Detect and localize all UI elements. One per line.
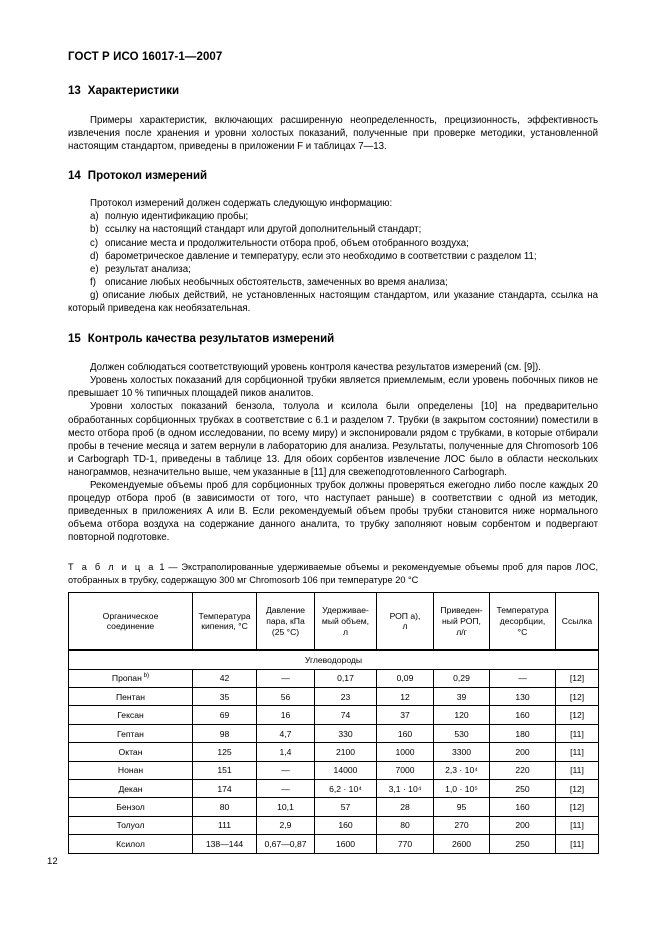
section-heading-13 — [68, 85, 598, 97]
table-row — [69, 835, 599, 853]
list-item-g: g) описание любых действий, не установленных настоящим стандартом, или указание стандарта, ссылка на который приведена как необязательная. — [68, 289, 598, 315]
paragraph-13-1: Примеры характеристик, включающих расширенную неопределенность, прецизионность, эффективность извлечения после хранения и уровни холостых показаний, полученные при проверке методики, установленной настоящим стандартом, приведены в приложении F и таблицах 7—13. — [68, 115, 598, 153]
cell-vapor-pressure: 2,9 — [257, 816, 315, 834]
cell-rop: 80 — [377, 816, 434, 834]
cell-compound: Пентан — [69, 688, 193, 706]
retained-volumes-table — [68, 592, 599, 853]
cell-vapor-pressure: 16 — [257, 706, 315, 724]
cell-retained-volume: 74 — [315, 706, 377, 724]
cell-compound: Пропан $^{b)}$ — [69, 669, 193, 687]
cell-rop: 1000 — [377, 743, 434, 761]
cell-desorption-temp: 200 — [490, 743, 556, 761]
table-row — [69, 669, 599, 687]
cell-retained-volume: 1600 — [315, 835, 377, 853]
col-header-compound-l1: Органическое — [102, 610, 159, 621]
cell-boiling: 35 — [193, 688, 257, 706]
cell-desorption-temp: 180 — [490, 724, 556, 742]
cell-boiling: 42 — [193, 669, 257, 687]
table-group-row — [69, 650, 599, 669]
cell-rop: 37 — [377, 706, 434, 724]
cell-reference: [11] — [556, 835, 599, 853]
table-row — [69, 761, 599, 779]
list-letter-b: b) — [90, 224, 99, 236]
col-header-boiling — [193, 593, 257, 651]
cell-retained-volume: 0,17 — [315, 669, 377, 687]
list-text-c: описание места и продолжительности отбора проб, объем отобранного воздуха; — [105, 237, 469, 249]
col-header-rop-l1: РОП a), — [389, 610, 421, 621]
list-text-f: описание любых необычных обстоятельств, замеченных во время анализа; — [105, 276, 448, 288]
section-heading-14 — [68, 170, 598, 182]
cell-boiling: 98 — [193, 724, 257, 742]
table-caption-label: Т а б л и ц а — [68, 562, 156, 573]
list-text-a: полную идентификацию пробы; — [105, 211, 249, 223]
cell-vapor-pressure: 10,1 — [257, 798, 315, 816]
cell-desorption-temp: 250 — [490, 835, 556, 853]
list-item-e — [68, 263, 598, 276]
cell-compound: Гептан — [69, 724, 193, 742]
col-header-boiling-l2: кипения, °С — [201, 621, 248, 632]
col-header-vapor-l1: Давление — [265, 605, 306, 616]
col-header-retained-l1: Удерживае- — [322, 605, 369, 616]
cell-boiling: 151 — [193, 761, 257, 779]
table-row — [69, 724, 599, 742]
cell-boiling: 111 — [193, 816, 257, 834]
cell-rop-normalized: 2,3 · 10⁴ — [434, 761, 490, 779]
table-caption — [68, 561, 598, 586]
cell-rop: 160 — [377, 724, 434, 742]
cell-rop: 0,09 — [377, 669, 434, 687]
section-title-14: Протокол измерений — [87, 170, 208, 183]
cell-desorption-temp: 200 — [490, 816, 556, 834]
col-header-reference — [556, 593, 599, 651]
cell-retained-volume: 160 — [315, 816, 377, 834]
list-item-f — [68, 276, 598, 289]
cell-boiling: 125 — [193, 743, 257, 761]
col-header-rop-l2: л — [402, 621, 408, 632]
cell-retained-volume: 330 — [315, 724, 377, 742]
cell-desorption-temp: 160 — [490, 798, 556, 816]
section-number-15: 15 — [68, 333, 81, 346]
col-header-compound — [69, 593, 193, 651]
cell-boiling: 174 — [193, 779, 257, 797]
paragraph-15-3: Уровни холостых показаний бензола, толуола и ксилола были определены [10] на предварительно обработанных сорбционных трубках в соответствие с 6.1 и разделом 7. Трубки (в закрытом состоянии) поместили в место отбора проб (в одном исследовании, по всему миру) и экспонировали рядом с трубками, в которые отбирали пробы в течение месяца и затем вернули в лабораторию для анализа. Результаты, полученные для Chromosorb 106 и Carbograph TD-1, приведены в таблице 13. Для обоих сорбентов извлечение ЛОС было в области нескольких нанограммов, незначительно выше, чем указанные в [11] для свежеподготовленного Carbograph. — [68, 401, 598, 478]
cell-desorption-temp: — — [490, 669, 556, 687]
cell-compound: Ксилол — [69, 835, 193, 853]
cell-reference: [12] — [556, 669, 599, 687]
cell-vapor-pressure: — — [257, 761, 315, 779]
cell-retained-volume: 2100 — [315, 743, 377, 761]
list-item-b — [68, 223, 598, 236]
table-row — [69, 798, 599, 816]
table-body — [69, 650, 599, 853]
cell-vapor-pressure: 0,67—0,87 — [257, 835, 315, 853]
table-caption-text: — Экстраполированные удерживаемые объемы и рекомендуемые объемы проб для паров ЛОС, отобранных в трубку, содержащую 300 мг Chromosorb 106 при температуре 20 °С — [68, 562, 599, 585]
cell-rop: 770 — [377, 835, 434, 853]
table-header-row — [69, 593, 599, 651]
col-header-rop-normalized — [434, 593, 490, 651]
cell-reference: [12] — [556, 688, 599, 706]
cell-rop-normalized: 270 — [434, 816, 490, 834]
cell-rop-normalized: 1,0 · 10⁵ — [434, 779, 490, 797]
cell-boiling: 80 — [193, 798, 257, 816]
list-item-d — [68, 250, 598, 263]
col-header-vapor-l2: пара, кПа — [266, 615, 305, 626]
cell-rop-normalized: 530 — [434, 724, 490, 742]
cell-retained-volume: 23 — [315, 688, 377, 706]
col-header-boiling-l1: Температура — [198, 610, 251, 621]
cell-vapor-pressure: 1,4 — [257, 743, 315, 761]
cell-reference: [11] — [556, 761, 599, 779]
cell-retained-volume: 6,2 · 10⁴ — [315, 779, 377, 797]
cell-compound: Октан — [69, 743, 193, 761]
col-header-ropn-l1: Приведен- — [440, 605, 483, 616]
table-group-label: Углеводороды — [69, 650, 599, 669]
col-header-ropn-l2: ный РОП, — [442, 615, 481, 626]
cell-vapor-pressure: 4,7 — [257, 724, 315, 742]
col-header-vapor-pressure — [257, 593, 315, 651]
cell-compound: Нонан — [69, 761, 193, 779]
paragraph-15-1: Должен соблюдаться соответствующий уровень контроля качества результатов измерений (см. [9]). — [90, 362, 541, 374]
list-item-a — [68, 210, 598, 223]
cell-rop-normalized: 3300 — [434, 743, 490, 761]
cell-rop-normalized: 0,29 — [434, 669, 490, 687]
table-caption-number: 1 — [159, 562, 165, 573]
table-row — [69, 688, 599, 706]
col-header-desorp-l2: десорбции, — [499, 615, 546, 626]
section-title-15: Контроль качества результатов измерений — [87, 333, 335, 346]
cell-compound: Толуол — [69, 816, 193, 834]
col-header-retained-l3: л — [342, 626, 348, 637]
cell-desorption-temp: 220 — [490, 761, 556, 779]
cell-boiling: 69 — [193, 706, 257, 724]
running-head: ГОСТ Р ИСО 16017-1—2007 — [68, 51, 223, 63]
cell-reference: [11] — [556, 724, 599, 742]
footnote-marker: b) — [141, 672, 150, 680]
section-number-13: 13 — [68, 85, 81, 97]
col-header-retained-l2: мый объем, — [321, 615, 370, 626]
cell-compound: Декан — [69, 779, 193, 797]
table-row — [69, 816, 599, 834]
cell-reference: [11] — [556, 816, 599, 834]
page-number: 12 — [47, 856, 58, 867]
paragraph-14-lead: Протокол измерений должен содержать следующую информацию: — [90, 198, 393, 210]
cell-reference: [11] — [556, 743, 599, 761]
cell-rop: 3,1 · 10⁴ — [377, 779, 434, 797]
col-header-ropn-l3: л/г — [456, 626, 467, 637]
table-row — [69, 779, 599, 797]
cell-rop: 7000 — [377, 761, 434, 779]
list-letter-f: f) — [90, 276, 96, 288]
cell-rop-normalized: 95 — [434, 798, 490, 816]
cell-desorption-temp: 250 — [490, 779, 556, 797]
col-header-rop — [377, 593, 434, 651]
cell-compound: Бензол — [69, 798, 193, 816]
section-number-14: 14 — [68, 170, 81, 183]
cell-retained-volume: 57 — [315, 798, 377, 816]
col-header-retained-volume — [315, 593, 377, 651]
cell-rop: 28 — [377, 798, 434, 816]
cell-reference: [12] — [556, 706, 599, 724]
list-letter-c: c) — [90, 237, 99, 249]
cell-vapor-pressure: 56 — [257, 688, 315, 706]
table-row — [69, 706, 599, 724]
table-row — [69, 743, 599, 761]
cell-retained-volume: 14000 — [315, 761, 377, 779]
cell-reference: [12] — [556, 779, 599, 797]
list-letter-a: a) — [90, 211, 99, 223]
cell-desorption-temp: 130 — [490, 688, 556, 706]
section-heading-15 — [68, 333, 598, 345]
cell-compound: Гексан — [69, 706, 193, 724]
cell-rop-normalized: 2600 — [434, 835, 490, 853]
cell-reference: [12] — [556, 798, 599, 816]
list-text-b: ссылку на настоящий стандарт или другой дополнительный стандарт; — [105, 224, 422, 236]
col-header-desorp-l3: °С — [517, 626, 528, 637]
section-title-13: Характеристики — [87, 85, 180, 97]
list-letter-e: e) — [90, 263, 99, 275]
list-text-e: результат анализа; — [105, 263, 191, 275]
list-item-c — [68, 237, 598, 250]
paragraph-15-2: Уровень холостых показаний для сорбционной трубки является приемлемым, если уровень побочных пиков не превышает 10 % типичных площадей пиков аналитов. — [68, 375, 598, 400]
col-header-desorption-temp — [490, 593, 556, 651]
list-text-d: барометрическое давление и температуру, если это необходимо в соответствии с разделом 11; — [105, 250, 537, 262]
cell-vapor-pressure: — — [257, 669, 315, 687]
col-header-ref-l1: Ссылка — [561, 615, 593, 626]
cell-rop: 12 — [377, 688, 434, 706]
col-header-desorp-l1: Температура — [496, 605, 549, 616]
cell-rop-normalized: 120 — [434, 706, 490, 724]
col-header-vapor-l3: (25 °С) — [271, 626, 300, 637]
cell-desorption-temp: 160 — [490, 706, 556, 724]
paragraph-15-4: Рекомендуемые объемы проб для сорбционных трубок должны проверяться ежегодно либо после каждых 20 процедур отбора проб (в зависимости от того, что наступает раньше) в соответствии с одной из методик, приведенных в приложениях А или В. Если рекомендуемый объем пробы трубки становится ниже нормального объема отбора воздуха на содержание данного аналита, то трубку заполняют новым сорбентом и подвергают повторной подготовке. — [68, 479, 598, 544]
col-header-compound-l2: соединение — [106, 621, 155, 632]
page-content — [68, 85, 598, 854]
cell-rop-normalized: 39 — [434, 688, 490, 706]
list-letter-d: d) — [90, 250, 99, 262]
cell-boiling: 138—144 — [193, 835, 257, 853]
cell-vapor-pressure: — — [257, 779, 315, 797]
